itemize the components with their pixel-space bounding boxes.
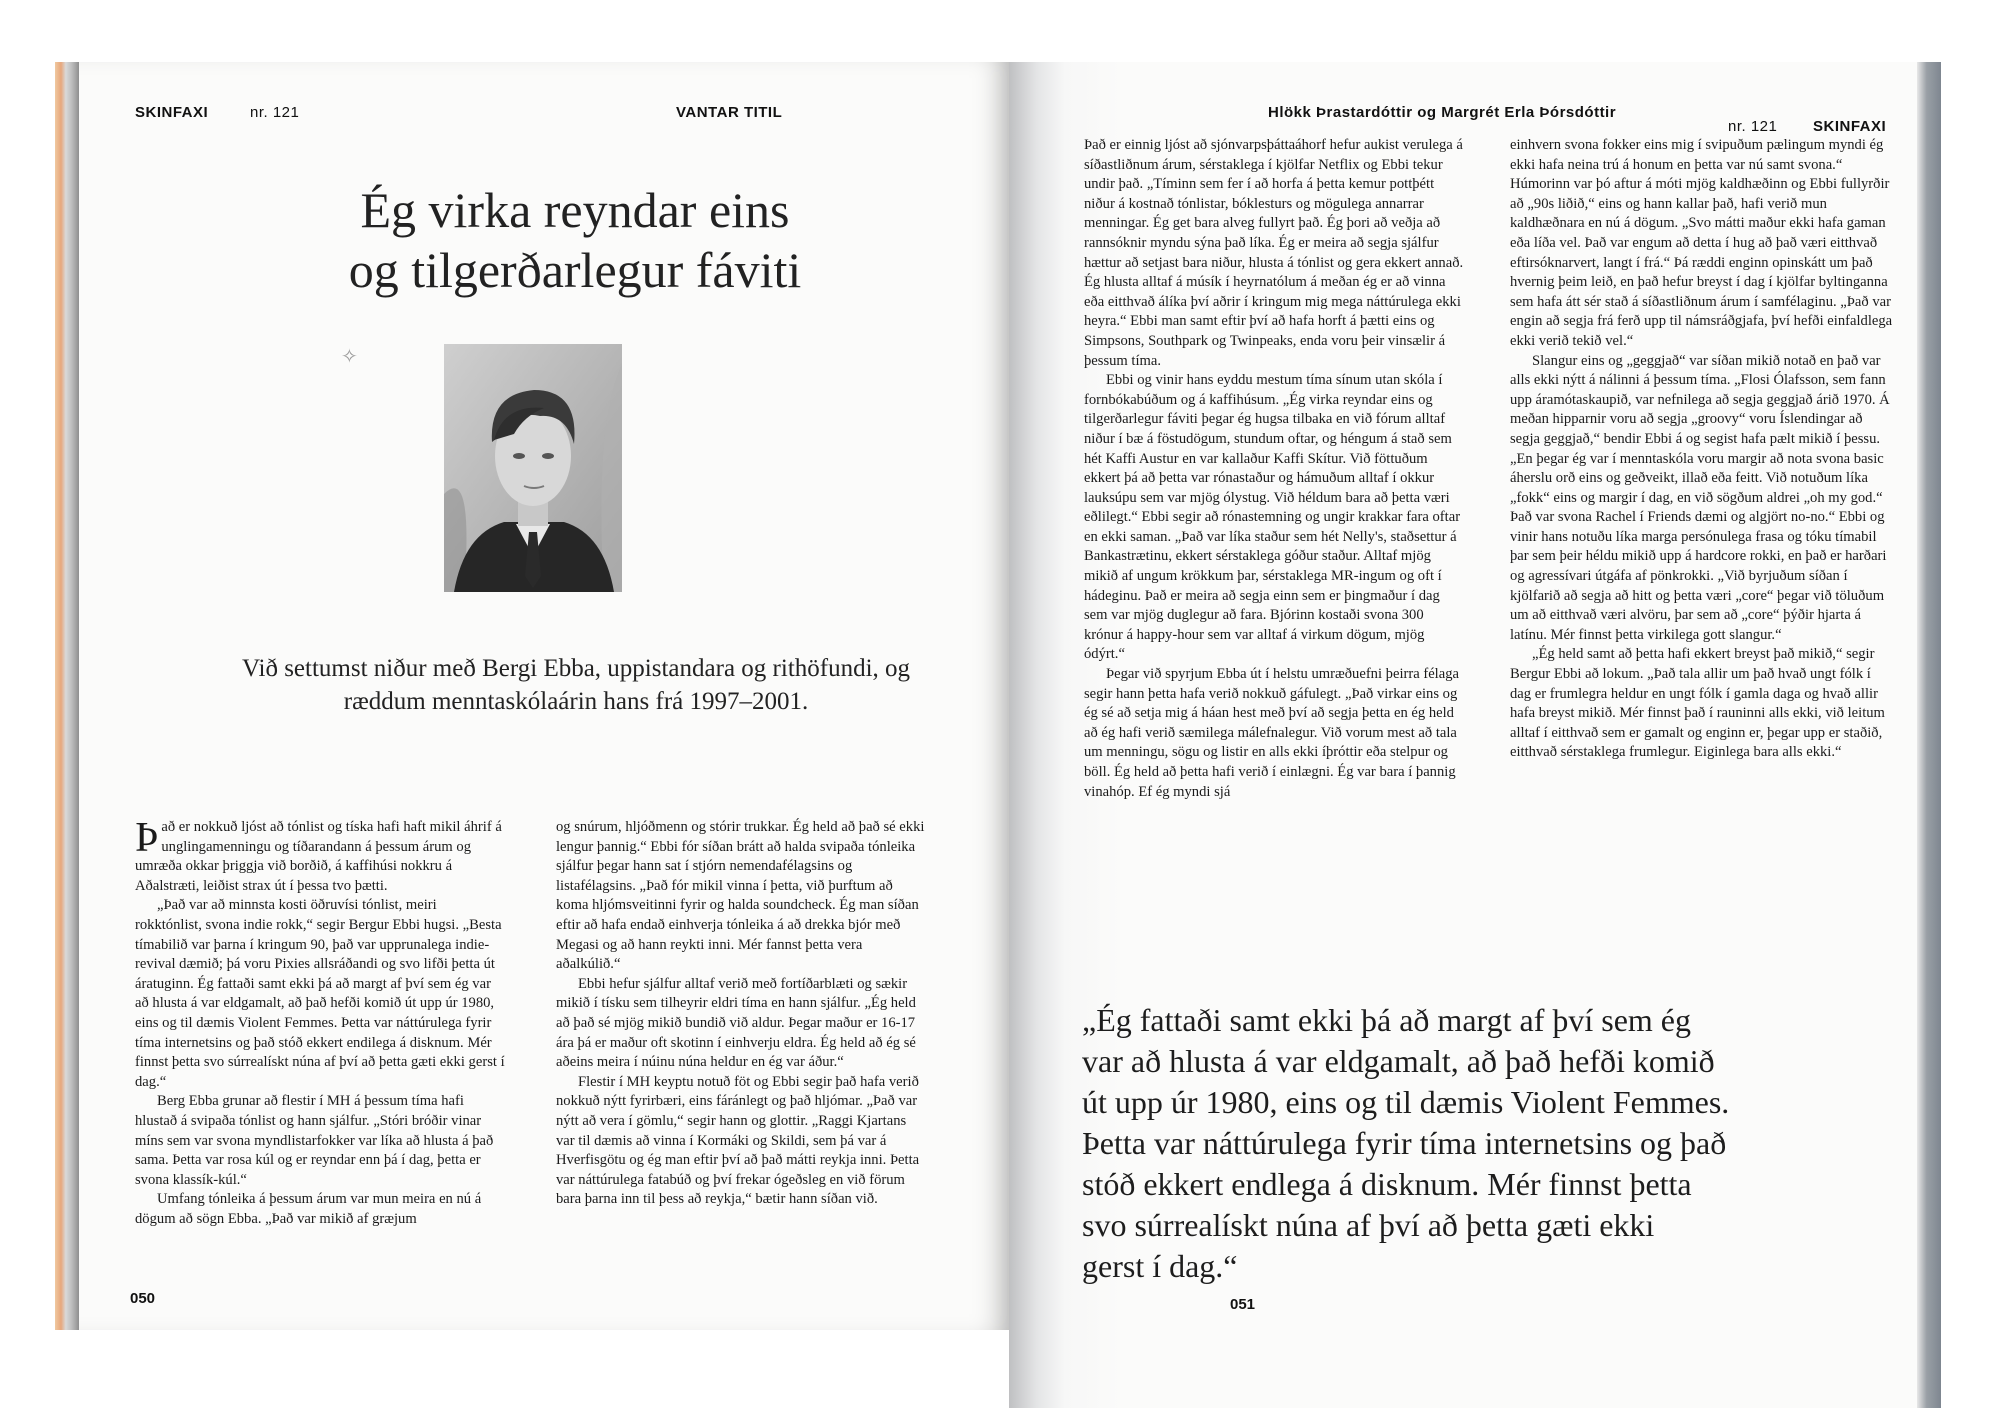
- paragraph: Það er einnig ljóst að sjónvarpsþáttaáhorf hefur aukist verulega á síðastliðnum árum, sérstaklega í kjölfar Netflix og Ebbi tekur undir það. „Tíminn sem fer í að horfa á þetta kemur pottþétt niður á kostnað tónlistar, bóklesturs og mögulega annarrar menningar. Ég get bara alveg fullyrt það. Ég þori að veðja að rannsóknir myndu sýna það líka. Ég er meira að segja sjálfur hættur að setjast bara niður, hlusta á tónlist og gera ekkert annað. Ég hlusta alltaf á músík í heyrnatólum á meðan ég er að vinna eða eitthvað álíka því aðrir í kringum mig mega náttúrulega ekki heyra.“ Ebbi man samt eftir því að hafa horft á þætti eins og Simpsons, Southpark og Twinpeaks, enda voru þeir vinsælir á þessum tíma.: [1084, 137, 1464, 369]
- title-line-1: Ég virka reyndar eins: [360, 182, 790, 238]
- magazine-name-right: SKINFAXI: [1813, 118, 1887, 135]
- pull-quote-line: gerst í dag.“: [1082, 1248, 1238, 1284]
- page-number-right: 051: [1230, 1296, 1256, 1313]
- paragraph: og snúrum, hljóðmenn og stórir trukkar. Ég held að það sé ekki lengur þannig.“ Ebbi fór síðan brátt að halda svipaða tónleika sjálfur þegar hann sat í stjórn nemendafélagsins og listafélagsins. „Það fór mikil vinna í þetta, við þurftum að koma hljómsveitinni fyrir og halda soundcheck. Ég man síðan eftir að hafa endað einhverja tónleika á að drekka bjór með Megasi og að hann reykti inni. Mér fannst þetta vera aðalkúlið.“: [556, 819, 925, 973]
- paragraph: Þegar við spyrjum Ebba út í helstu umræðuefni þeirra félaga segir hann þetta hafa verið nokkuð gáfulegt. „Það virkar eins og ég sé að setja mig á háan hest með því að segja þetta en ég held að ég hafi verið sæmilega málefnalegur. Við vorum mest að tala um menningu, sögu og listir en alls ekki íþróttir eða stelpur og böll. Ég held að þetta hafi verið í einlægni. Ég var bara í þannig vinahóp. Ef ég myndi sjá: [1084, 666, 1459, 800]
- portrait-photo: [444, 344, 622, 592]
- sparkle-icon: ✧: [341, 346, 358, 368]
- paragraph: Ebbi hefur sjálfur alltaf verið með fortíðarblæti og sækir mikið í tísku sem tilheyrir eldri tíma en hann sjálfur. „Ég held að það sé mjög mikið bundið við aldur. Þegar maður er 16-17 ára þá er maður oft skotinn í einhverju eldra. Ég held að ég sé aðeins meira í núinu núna heldur en ég var áður.“: [556, 975, 916, 1071]
- pull-quote-line: út upp úr 1980, eins og til dæmis Violent Femmes.: [1082, 1084, 1730, 1120]
- paragraph: Slangur eins og „geggjað“ var síðan mikið notað en það var alls ekki nýtt á nálinni á þessum tíma. „Flosi Ólafsson, sem fann upp áramótaskaupið, var nefnilega að segja geggjað árið 1970. Á meðan hipparnir voru að segja „groovy“ voru Íslendingar að segja geggjað,“ bendir Ebbi á og segist hafa pælt mikið í þessu. „En þegar ég var í menntaskóla voru margir að nota svona basic áherslu orð eins og geðveikt, illað eða feitt. Við notuðum líka „fokk“ eins og margir í dag, en við sögðum aldrei „oh my god.“ Það var svona Rachel í Friends dæmi og algjört no-no.“ Ebbi og vinir hans notuðu líka marga persónulega frasa og tóku tímabil þar sem þeir héldu mikið upp á hardcore rokki, en það er harðari og agressívari útgáfa af pönkrokki. „Við byrjuðum síðan í kjölfarið að segja að hitt og þetta væri „core“ þegar við töluðum um að eitthvað væri alvöru, þar sem að „core“ þýðir hjarta á latínu. Mér finnst þetta virkilega gott slangur.“: [1510, 352, 1890, 643]
- title-line-2: og tilgerðarlegur fáviti: [348, 242, 802, 298]
- portrait-illustration: [444, 344, 622, 592]
- right-page-column-1: [1084, 136, 1464, 802]
- pull-quote-line: stóð ekkert endlega á disknum. Mér finnst þetta: [1082, 1166, 1692, 1202]
- article-lede: Við settumst niður með Bergi Ebba, uppistandara og rithöfundi, og ræddum menntaskólaárin hans frá 1997–2001.: [241, 655, 911, 715]
- pull-quote-line: svo súrrealískt núna af því að þetta gæti ekki: [1082, 1207, 1655, 1243]
- paragraph: Það er nokkuð ljóst að tónlist og tíska hafi haft mikil áhrif á unglingamenningu og tíðarandann á þessum árum og umræða okkar þriggja við borðið, á kaffihúsi nokkru á Aðalstræti, leiðist strax út í þessa tvo þætti.: [135, 815, 502, 894]
- paragraph: Flestir í MH keyptu notuð föt og Ebbi segir það hafa verið nokkuð nýtt fyrirbæri, eins fáránlegt og það hljómar. „Það var nýtt að vera í gömlu,“ segir hann og glottir. „Raggi Kjartans var til dæmis að vinna í Kormáki og Skildi, sem þá var á Hverfisgötu og ég man eftir því að það mátti reykja inni. Þetta var náttúrulega fatabúð og því frekar ógeðsleg en við förum bara þarna inn til þess að reykja,“ bætir hann síðan við.: [556, 1073, 920, 1208]
- issue-number-left: nr. 121: [250, 104, 300, 121]
- pull-quote-line: var að hlusta á var eldgamalt, að það hefði komið: [1082, 1043, 1715, 1079]
- paragraph: Umfang tónleika á þessum árum var mun meira en nú á dögum að sögn Ebba. „Það var mikið af græjum: [135, 1191, 482, 1227]
- magazine-name-left: SKINFAXI: [135, 104, 209, 121]
- right-page-column-2: [1510, 136, 1895, 763]
- author-credits: Hlökk Þrastardóttir og Margrét Erla Þórsdóttir: [1268, 104, 1617, 121]
- left-page-column-2: [556, 818, 926, 1210]
- page-edge-left: [55, 62, 79, 1330]
- paragraph: „Ég held samt að þetta hafi ekkert breyst það mikið,“ segir Bergur Ebbi að lokum. „Það tala allir um það hvað ungt fólk í dag er frumlegra heldur en ungt fólk í gamla daga og hvað allir hafa breyst mikið. Mér finnst það í rauninni alls ekki, við leitum alltaf í eitthvað sem er gamalt og enginn er, þegar upp er staðið, eitthvað sérstaklega frumlegur. Eiginlega bara alls ekki.“: [1510, 646, 1885, 761]
- page-edge-right: [1917, 62, 1941, 1408]
- paragraph: einhvern svona fokker eins mig í svipuðum pælingum myndi ég ekki hafa neina trú á honum en þetta var nú samt svona.“ Húmorinn var þó aftur á móti mjög kaldhæðinn og Ebbi fullyrðir að „90s liðið,“ eins og hann kallar það, hafi verið mun kaldhæðnara en nú á dögum. „Svo mátti maður ekki hafa gaman eða líða vel. Það var engum að detta í hug að það væri eitthvað eftirsóknarvert, langt í frá.“ Þá ræddi enginn opinskátt um það hvernig þeim leið, en það hefur breyst í dag í kjölfar byltinganna sem hafa átt sér stað á síðastliðnum árum í samfélaginu. „Það var engin að segja frá ferð upp til námsráðgjafa, því hefði einfaldlega ekki verið tekið vel.“: [1510, 137, 1893, 349]
- left-page-column-1: [135, 815, 505, 1229]
- paragraph: Ebbi og vinir hans eyddu mestum tíma sínum utan skóla í fornbókabúðum og á kaffihúsum. „Ég virka reyndar eins og tilgerðarlegur fáviti þegar ég hugsa tilbaka en við fórum alltaf niður í bæ á föstudögum, stundum oftar, og héngum á stað sem hét Kaffi Austur en var kallaður Kaffi Skítur. Við föttuðum ekkert þá að þetta var rónastaður og hámuðum alltaf í okkur lauksúpu sem var mjög ólystug. Við héldum bara að þetta væri eðlilegt.“ Ebbi segir að rónastemning og ungir krakkar fara oftar en ekki saman. „Það var líka staður sem hét Nelly's, staðsettur á Bankastrætinu, ekkert sérstaklega góður staður. Alltaf mjög mikið af ungum krökkum þar, sérstaklega MR-ingum og oft í hádeginu. Það er meira að segja einn sem er þingmaður í dag sem var mjög duglegur að fara. Bjórinn kostaði svona 300 krónur á happy-hour sem var alltaf á virkum dögum, mjög ódýrt.“: [1084, 372, 1461, 663]
- pull-quote-line: Þetta var náttúrulega fyrir tíma internetsins og það: [1082, 1125, 1727, 1161]
- paragraph: „Það var að minnsta kosti öðruvísi tónlist, meiri rokktónlist, svona indie rokk,“ segir Bergur Ebbi hugsi. „Besta tímabilið var þarna í kringum 90, það var upprunalega indie-revival dæmið; þá voru Pixies allsráðandi og svo lifði þetta út áratuginn. Ég fattaði samt ekki þá að margt af því sem ég var að hlusta á var eldgamalt, að það hefði komið út upp úr 1980, eins og til dæmis Violent Femmes. Þetta var náttúrulega fyrir tíma internetsins og það stóð ekkert endilega á disknum. Mér finnst þetta svo súrrealískt núna af því að þetta gæti ekki gerst í dag.“: [135, 897, 505, 1090]
- page-number-left: 050: [130, 1290, 156, 1307]
- issue-number-right: nr. 121: [1728, 118, 1778, 135]
- section-title: VANTAR TITIL: [676, 104, 783, 121]
- pull-quote-line: „Ég fattaði samt ekki þá að margt af því sem ég: [1082, 1002, 1691, 1038]
- article-title: [190, 180, 960, 300]
- drop-cap: Þ: [135, 815, 159, 861]
- pull-quote: [1082, 1000, 1902, 1287]
- paragraph: Berg Ebba grunar að flestir í MH á þessum tíma hafi hlustað á svipaða tónlist og hann sjálfur. „Stóri bróðir vinar míns sem var svona myndlistarfokker var líka að hlusta á það sama. Þetta var rosa kúl og er reyndar enn þá í dag, þetta er svona klassík-kúl.“: [135, 1093, 494, 1188]
